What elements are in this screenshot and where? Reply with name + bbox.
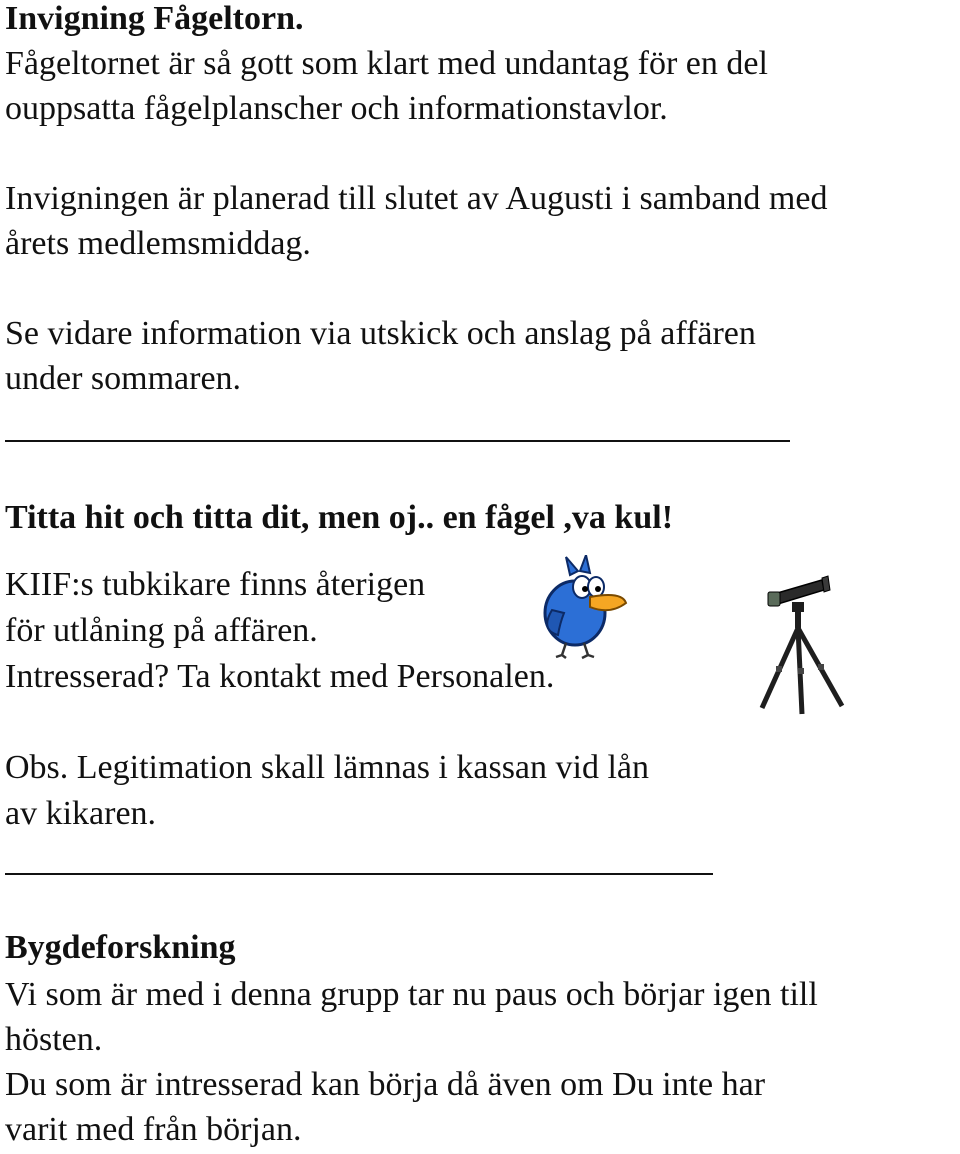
body-text-line: Fågeltornet är så gott som klart med undantag för en del (5, 45, 768, 82)
section-divider (5, 440, 790, 442)
body-text-line: Intresserad? Ta kontakt med Personalen. (5, 658, 555, 695)
heading-titta-hit: Titta hit och titta dit, men oj.. en fågel ,va kul! (5, 499, 674, 536)
body-text-line: årets medlemsmiddag. (5, 225, 311, 262)
heading-invigning-fageltorn: Invigning Fågeltorn. (5, 0, 304, 37)
section-divider (5, 873, 713, 875)
body-text-line: Invigningen är planerad till slutet av Augusti i samband med (5, 180, 828, 217)
bird-icon (530, 555, 635, 660)
heading-bygdeforskning: Bygdeforskning (5, 929, 236, 966)
spotting-scope-icon (752, 568, 852, 716)
body-text-line: Obs. Legitimation skall lämnas i kassan vid lån (5, 749, 650, 786)
body-text-line: hösten. (5, 1021, 103, 1058)
body-text-line: för utlåning på affären. (5, 612, 318, 649)
body-text-line: Se vidare information via utskick och anslag på affären (5, 315, 756, 352)
body-text-line: Du som är intresserad kan börja då även om Du inte har (5, 1066, 766, 1103)
body-text-line: varit med från början. (5, 1111, 302, 1148)
body-text-line: ouppsatta fågelplanscher och informationstavlor. (5, 90, 668, 127)
body-text-line: Vi som är med i denna grupp tar nu paus och börjar igen till (5, 976, 818, 1013)
body-text-line: KIIF:s tubkikare finns återigen (5, 566, 426, 603)
body-text-line: av kikaren. (5, 795, 157, 832)
body-text-line: under sommaren. (5, 360, 242, 397)
